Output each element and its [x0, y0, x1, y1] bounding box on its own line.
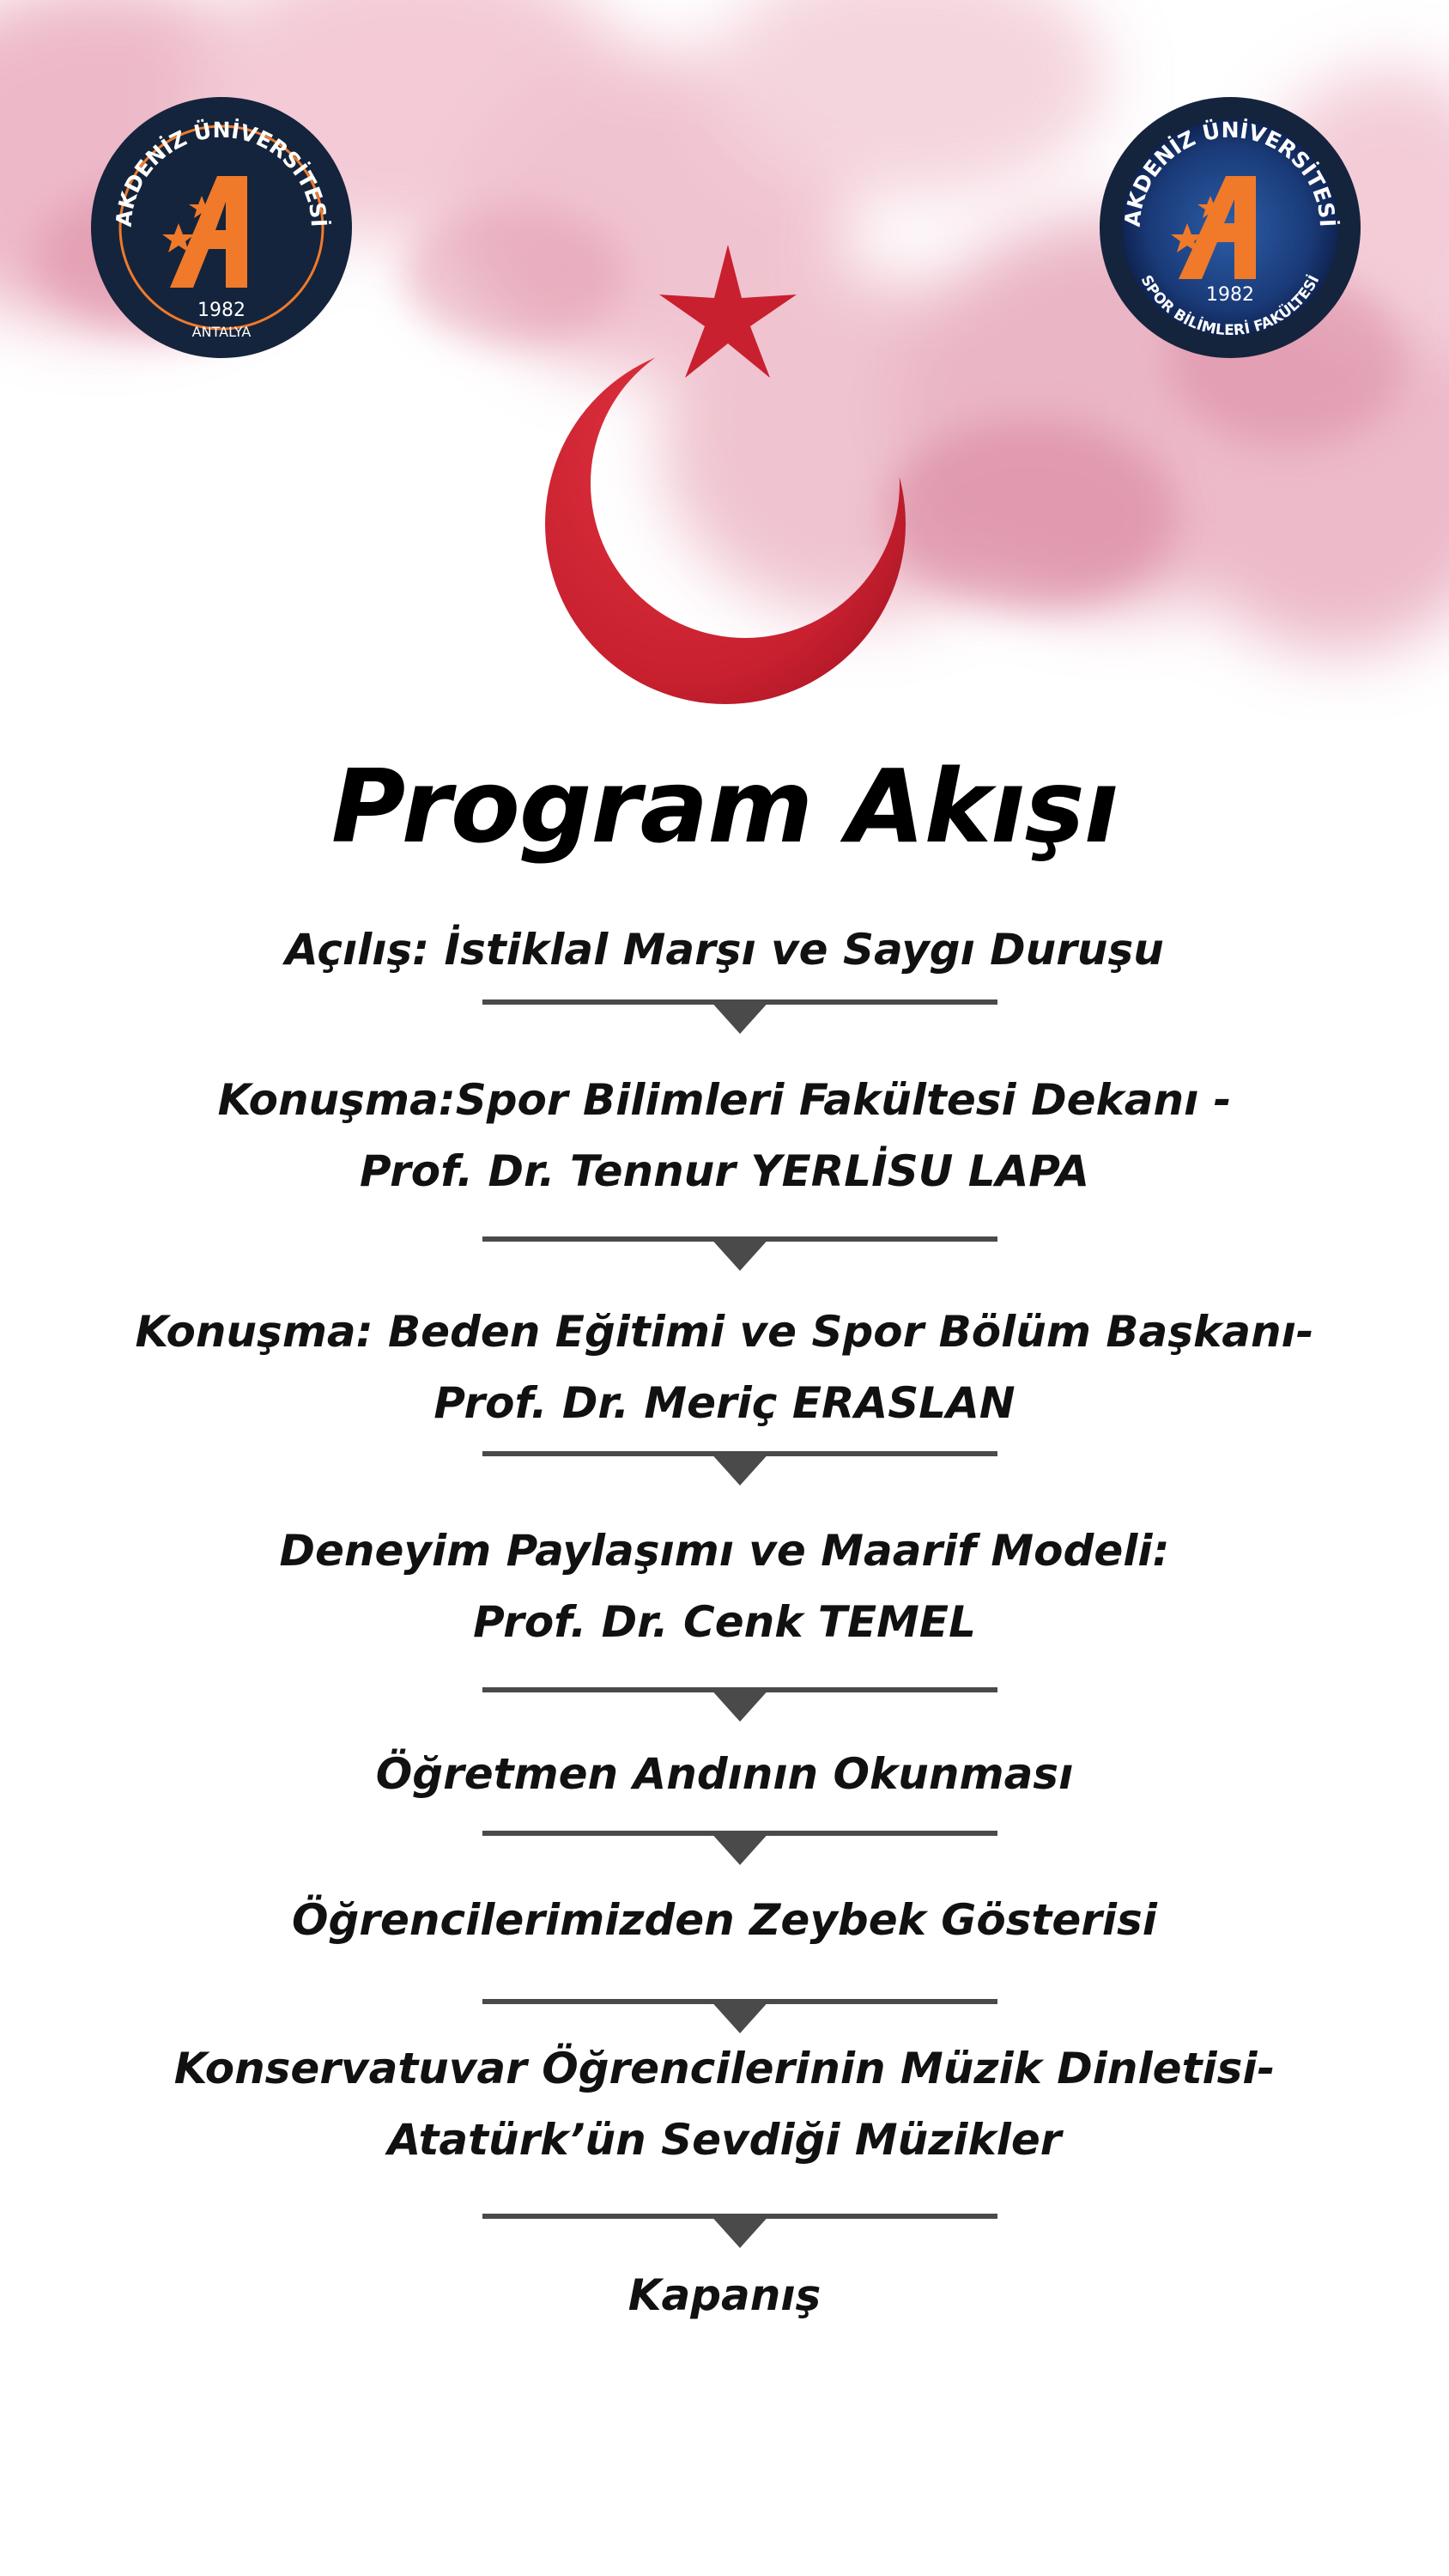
- program-item-dean-speech: [86, 1065, 1363, 1207]
- down-arrow-icon: [709, 1236, 771, 1271]
- item-line: Prof. Dr. Cenk TEMEL: [473, 1597, 976, 1647]
- svg-text:1982: 1982: [197, 300, 246, 321]
- down-arrow-icon: [709, 2214, 771, 2248]
- item-line: Deneyim Paylaşımı ve Maarif Modeli:: [279, 1526, 1170, 1576]
- page-title: Program Akışı: [330, 747, 1119, 866]
- svg-text:1982: 1982: [1206, 284, 1254, 306]
- program-item-opening: [86, 914, 1363, 986]
- separator-arrow: [482, 1687, 997, 1730]
- item-line: Konservatuvar Öğrencilerinin Müzik Dinletisi-: [173, 2044, 1276, 2093]
- program-item-experience-sharing: [86, 1516, 1363, 1658]
- item-line: Prof. Dr. Meriç ERASLAN: [433, 1378, 1016, 1428]
- separator-arrow: [482, 999, 997, 1042]
- svg-text:AKDENİZ ÜNİVERSİTESİ: AKDENİZ ÜNİVERSİTESİ: [1119, 117, 1341, 228]
- item-line: Prof. Dr. Tennur YERLİSU LAPA: [359, 1146, 1090, 1196]
- item-line: Konuşma: Beden Eğitimi ve Spor Bölüm Başkanı-: [135, 1307, 1314, 1357]
- separator-arrow: [482, 1831, 997, 1874]
- svg-text:ANTALYA: ANTALYA: [191, 324, 252, 340]
- item-line: Öğretmen Andının Okunması: [375, 1749, 1074, 1799]
- item-line: Atatürk’ün Sevdiği Müzikler: [387, 2115, 1062, 2165]
- program-item-department-speech: [86, 1297, 1363, 1439]
- down-arrow-icon: [709, 1999, 771, 2033]
- crescent-star-icon: [524, 245, 927, 708]
- program-item-teacher-oath: [86, 1739, 1363, 1810]
- down-arrow-icon: [709, 999, 771, 1034]
- item-line: Konuşma:Spor Bilimleri Fakültesi Dekanı -: [217, 1075, 1232, 1125]
- separator-arrow: [482, 2214, 997, 2257]
- item-line: Öğrencilerimizden Zeybek Gösterisi: [292, 1895, 1157, 1945]
- down-arrow-icon: [709, 1687, 771, 1722]
- down-arrow-icon: [709, 1451, 771, 1485]
- program-item-closing: [86, 2260, 1363, 2331]
- svg-text:SPOR BİLİMLERİ FAKÜLTESİ: SPOR BİLİMLERİ FAKÜLTESİ: [1137, 272, 1324, 340]
- program-item-zeybek-show: [86, 1885, 1363, 1956]
- program-item-music-recital: [86, 2033, 1363, 2176]
- separator-arrow: [482, 1451, 997, 1494]
- akdeniz-university-logo: [88, 94, 355, 361]
- item-line: Açılış: İstiklal Marşı ve Saygı Duruşu: [285, 925, 1164, 975]
- svg-text:AKDENİZ ÜNİVERSİTESİ: AKDENİZ ÜNİVERSİTESİ: [111, 117, 332, 228]
- spor-bilimleri-fakultesi-logo: [1097, 94, 1363, 361]
- item-line: Kapanış: [627, 2270, 822, 2320]
- separator-arrow: [482, 1236, 997, 1279]
- down-arrow-icon: [709, 1831, 771, 1865]
